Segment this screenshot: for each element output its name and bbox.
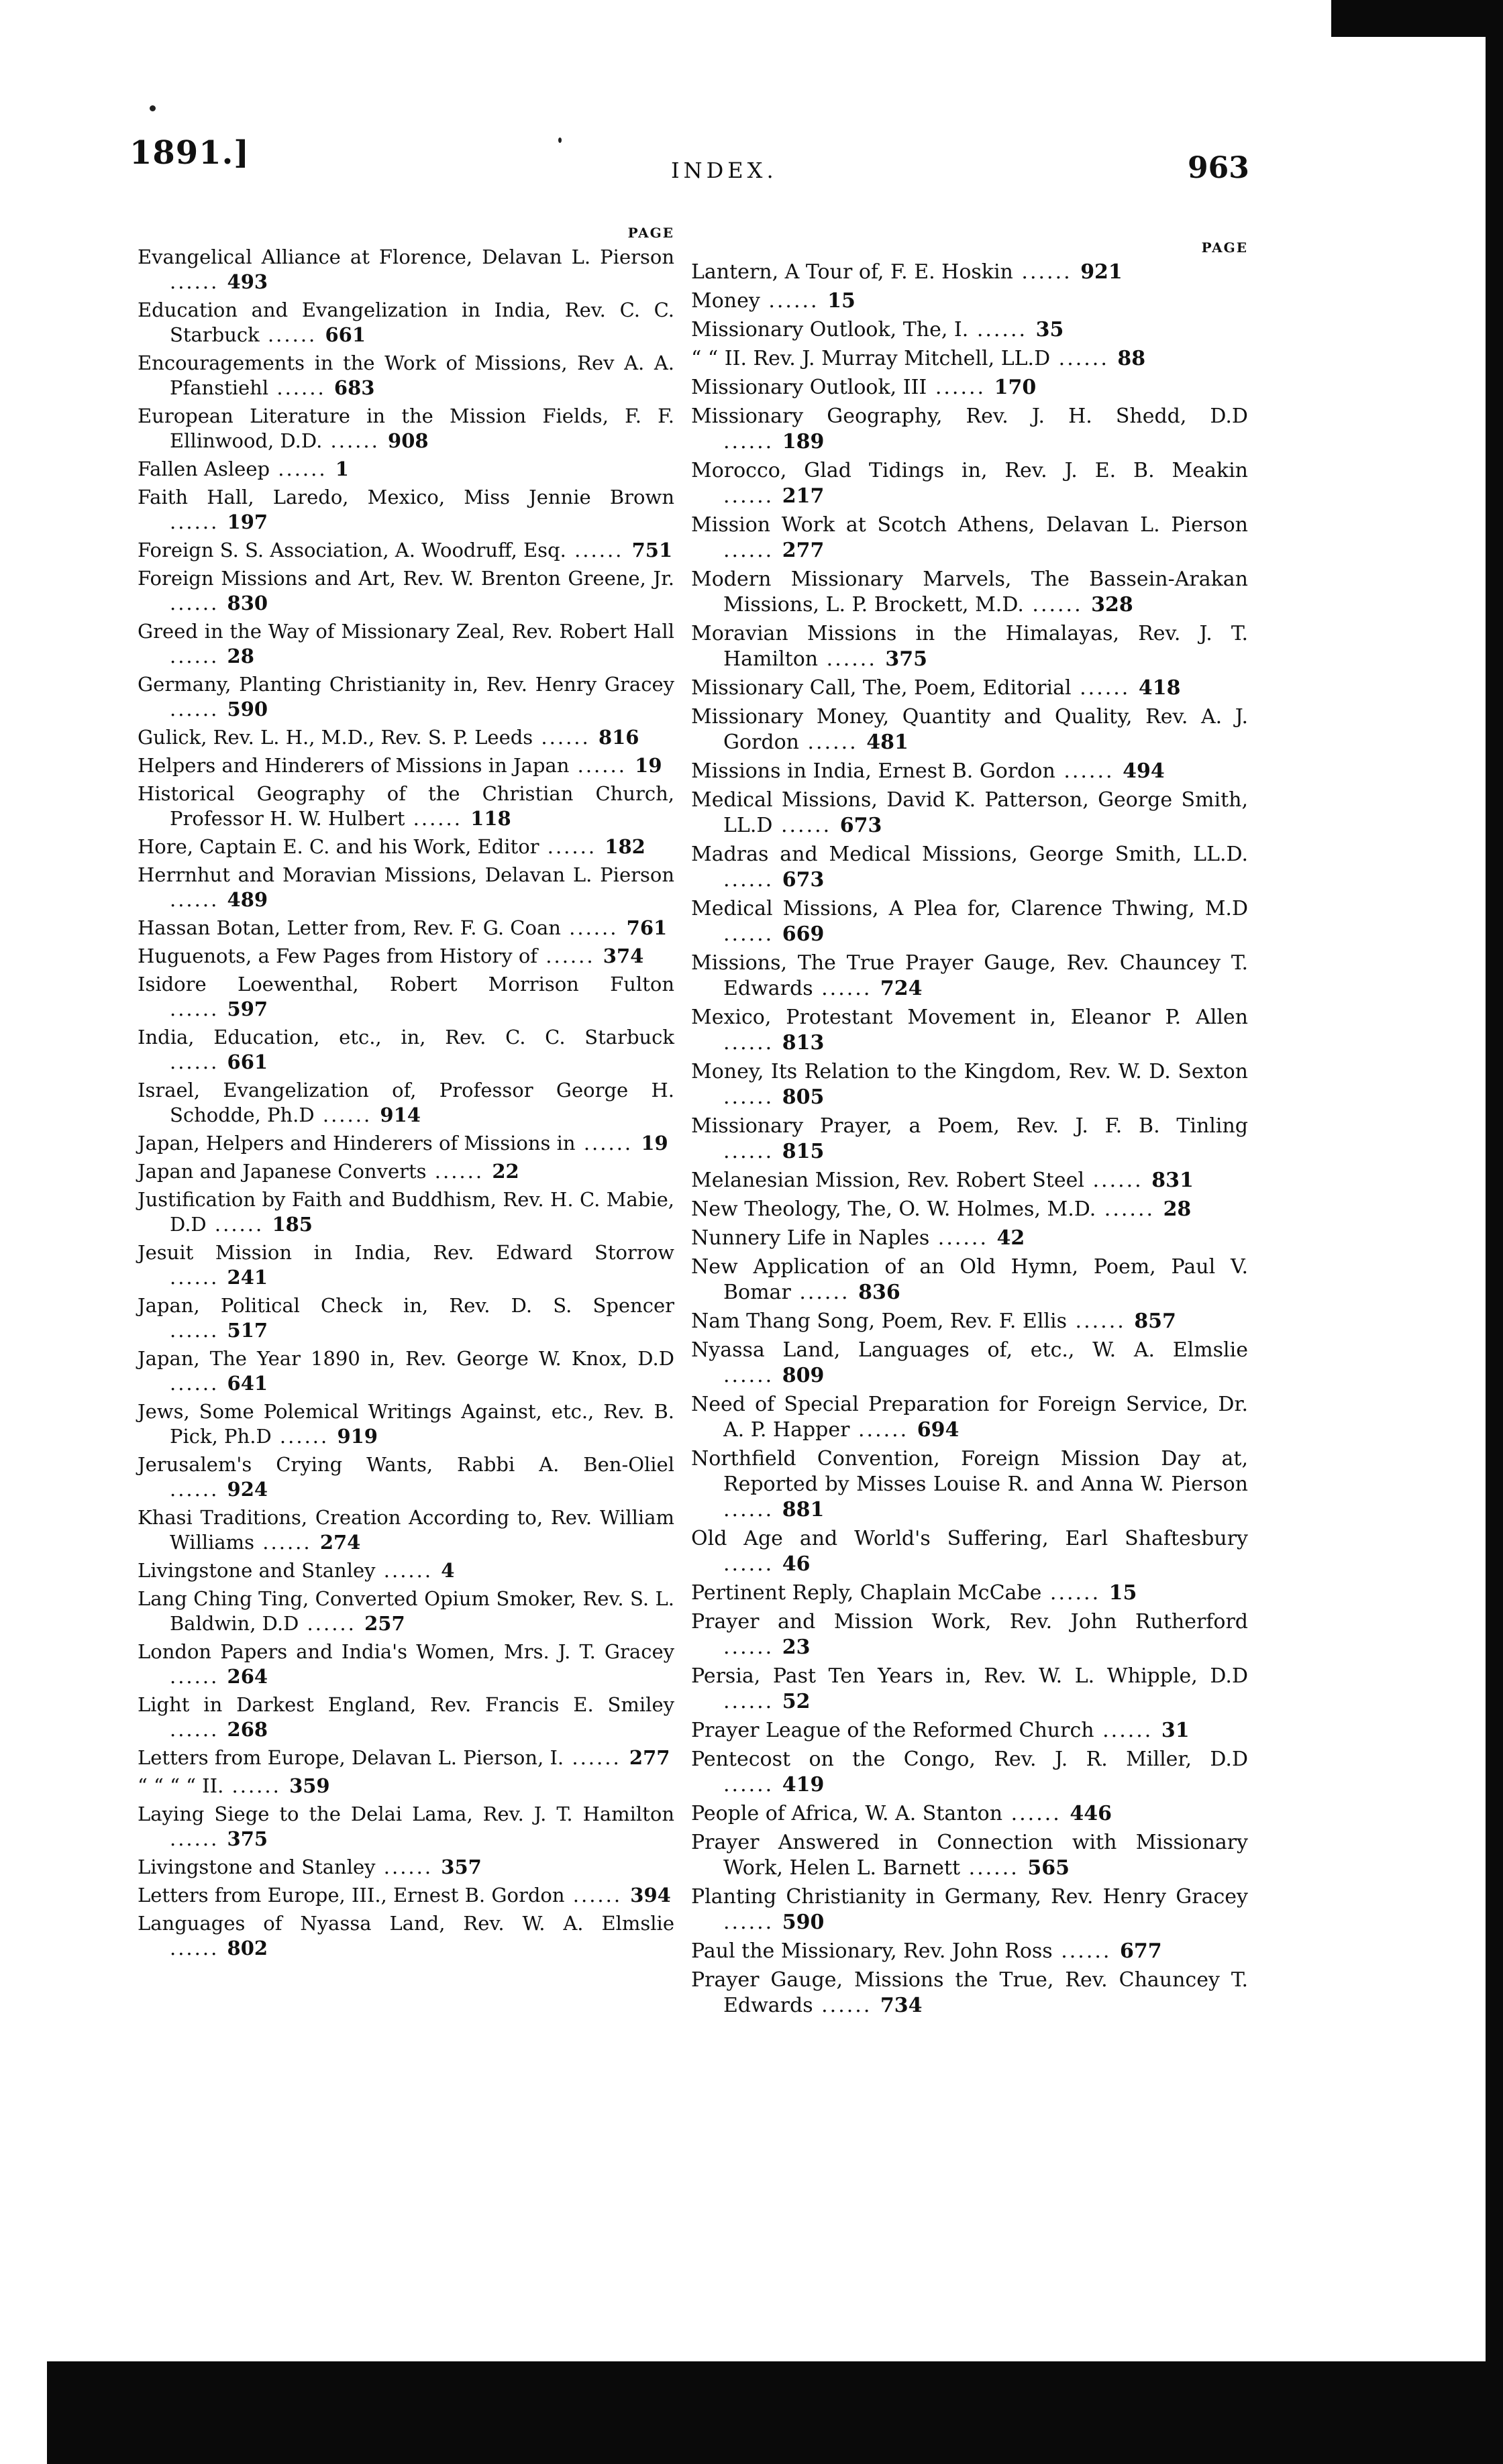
entry-title: Missionary Outlook, The, I. <box>691 318 969 341</box>
entry-page-number: ...... 419 <box>723 1773 824 1797</box>
index-entry <box>691 842 1248 893</box>
index-entry <box>691 458 1248 509</box>
header-year: 1891.] <box>129 134 250 172</box>
entry-title: Prayer Gauge, Missions the True, Rev. Chauncey T. Edwards <box>691 1968 1248 2017</box>
index-entry <box>691 317 1248 343</box>
entry-title: Jews, Some Polemical Writings Against, etc., Rev. B. Pick, Ph.D <box>138 1400 674 1448</box>
entry-page-number: ...... 374 <box>537 945 643 967</box>
entry-title: Japan, Political Check in, Rev. D. S. Spencer <box>138 1294 674 1317</box>
entry-title: Madras and Medical Missions, George Smith, LL.D. <box>691 843 1248 866</box>
index-entries-right <box>691 260 1248 2019</box>
index-entry <box>138 1131 674 1156</box>
index-entry <box>138 972 674 1022</box>
entry-title: Letters from Europe, Delavan L. Pierson, I. <box>138 1746 564 1769</box>
entry-page-number: ...... 446 <box>1002 1802 1112 1825</box>
index-entry <box>138 1746 674 1770</box>
scan-border-right <box>1486 0 1503 2464</box>
entry-title: Education and Evangelization in India, Rev. C. C. Starbuck <box>138 299 674 346</box>
index-entry <box>691 260 1248 285</box>
entry-title: Jerusalem's Crying Wants, Rabbi A. Ben-Oliel <box>138 1453 674 1476</box>
entry-page-number: ...... 189 <box>723 430 824 453</box>
index-entry <box>138 1855 674 1880</box>
entry-title: Fallen Asleep <box>138 458 270 480</box>
index-entry <box>691 1446 1248 1523</box>
index-entry <box>691 1801 1248 1827</box>
entry-page-number: ...... 88 <box>1050 347 1145 370</box>
index-entry <box>138 1159 674 1184</box>
entry-page-number: ...... 277 <box>564 1746 670 1769</box>
entry-page-number: ...... 641 <box>170 1372 268 1395</box>
index-entry <box>138 1640 674 1689</box>
entry-title: Japan, Helpers and Hinderers of Missions in <box>138 1132 576 1155</box>
entry-title: Jesuit Mission in India, Rev. Edward Storrow <box>138 1241 674 1264</box>
entry-page-number: ...... 23 <box>723 1636 811 1659</box>
index-entries-left <box>138 245 674 1961</box>
index-entry <box>691 1309 1248 1334</box>
entry-title: Gulick, Rev. L. H., M.D., Rev. S. P. Leeds <box>138 726 533 749</box>
entry-page-number: ...... 481 <box>799 731 909 754</box>
entry-title: Helpers and Hinderers of Missions in Japan <box>138 754 570 777</box>
index-entry <box>691 759 1248 784</box>
entry-title: Encouragements in the Work of Missions, Rev A. A. Pfanstiehl <box>138 352 674 399</box>
entry-title: New Theology, The, O. W. Holmes, M.D. <box>691 1197 1096 1221</box>
entry-page-number: ...... 914 <box>315 1104 421 1126</box>
index-entry <box>691 1747 1248 1798</box>
entry-page-number: ...... 257 <box>299 1612 405 1635</box>
index-entry <box>691 1197 1248 1222</box>
entry-page-number: ...... 517 <box>170 1319 268 1342</box>
index-entry <box>138 1399 674 1449</box>
index-entry <box>138 351 674 400</box>
entry-page-number: ...... 274 <box>254 1531 360 1554</box>
entry-title: Nyassa Land, Languages of, etc., W. A. Elmslie <box>691 1338 1248 1362</box>
index-entry <box>138 1883 674 1908</box>
entry-title: Israel, Evangelization of, Professor George H. Schodde, Ph.D <box>138 1079 674 1126</box>
entry-page-number: ...... 673 <box>772 814 882 837</box>
entry-page-number: ...... 277 <box>723 539 824 562</box>
entry-title: Pertinent Reply, Chaplain McCabe <box>691 1581 1042 1605</box>
entry-title: Hassan Botan, Letter from, Rev. F. G. Coan <box>138 916 561 939</box>
entry-page-number: ...... 357 <box>376 1856 482 1878</box>
entry-page-number: ...... 694 <box>849 1418 959 1442</box>
entry-title: Isidore Loewenthal, Robert Morrison Fulton <box>138 973 674 996</box>
index-entry <box>138 1774 674 1799</box>
index-entry <box>691 288 1248 314</box>
index-entry <box>691 346 1248 372</box>
entry-page-number: ...... 35 <box>968 318 1064 341</box>
entry-page-number: ...... 830 <box>170 592 268 614</box>
entry-page-number: ...... 493 <box>170 270 268 293</box>
entry-title: Hore, Captain E. C. and his Work, Editor <box>138 835 539 858</box>
index-entry <box>138 1911 674 1961</box>
entry-title: Need of Special Preparation for Foreign Service, Dr. A. P. Happer <box>691 1393 1248 1442</box>
index-entry <box>138 1187 674 1237</box>
entry-title: Missionary Prayer, a Poem, Rev. J. F. B. Tinling <box>691 1114 1248 1138</box>
entry-title: Lantern, A Tour of, F. E. Hoskin <box>691 260 1013 284</box>
entry-title: Mission Work at Scotch Athens, Delavan L. Pierson <box>691 513 1248 537</box>
index-entry <box>138 1078 674 1128</box>
index-entry <box>138 298 674 347</box>
scan-border-top <box>1331 0 1486 37</box>
entry-page-number: ...... 908 <box>322 429 428 452</box>
entry-page-number: ...... 241 <box>170 1266 268 1289</box>
entry-page-number: ...... 15 <box>1041 1581 1137 1605</box>
entry-page-number: ...... 809 <box>723 1364 824 1387</box>
index-entry <box>691 1168 1248 1193</box>
column-heading-page: PAGE <box>627 225 674 241</box>
entry-page-number: ...... 724 <box>813 977 923 1000</box>
entry-page-number: ...... 815 <box>723 1140 824 1163</box>
index-entry <box>691 1526 1248 1577</box>
entry-title: Evangelical Alliance at Florence, Delavan L. Pierson <box>138 246 674 268</box>
entry-page-number: ...... 489 <box>170 888 268 911</box>
entry-page-number: ...... 42 <box>929 1226 1025 1250</box>
entry-title: “ “ “ “ II. <box>138 1774 224 1797</box>
entry-page-number: ...... 182 <box>539 835 645 858</box>
entry-title: Missionary Geography, Rev. J. H. Shedd, D.D <box>691 405 1248 428</box>
index-entry <box>691 404 1248 455</box>
entry-page-number: ...... 669 <box>723 922 824 946</box>
entry-page-number: ...... 881 <box>723 1498 824 1521</box>
entry-title: Missions in India, Ernest B. Gordon <box>691 759 1055 783</box>
column-heading-page: PAGE <box>1201 239 1248 256</box>
entry-title: Mexico, Protestant Movement in, Eleanor P. Allen <box>691 1006 1248 1029</box>
entry-title: Lang Ching Ting, Converted Opium Smoker, Rev. S. L. Baldwin, D.D <box>138 1587 674 1635</box>
index-entry <box>138 863 674 912</box>
index-entry <box>691 1939 1248 1964</box>
entry-title: Old Age and World's Suffering, Earl Shaftesbury <box>691 1527 1248 1550</box>
index-entry <box>691 1226 1248 1251</box>
entry-page-number: ...... 919 <box>272 1425 378 1448</box>
entry-page-number: ...... 836 <box>791 1281 900 1304</box>
entry-title: Huguenots, a Few Pages from History of <box>138 945 538 967</box>
entry-page-number: ...... 677 <box>1053 1939 1162 1963</box>
index-entry <box>691 1338 1248 1389</box>
entry-page-number: ...... 217 <box>723 484 824 508</box>
entry-page-number: ...... 197 <box>170 511 268 533</box>
entry-page-number: ...... 751 <box>566 539 672 561</box>
entry-title: Moravian Missions in the Himalayas, Rev. J. T. Hamilton <box>691 622 1248 671</box>
entry-title: Nam Thang Song, Poem, Rev. F. Ellis <box>691 1309 1068 1333</box>
index-entry <box>138 1802 674 1852</box>
entry-page-number: ...... 857 <box>1067 1309 1176 1333</box>
entry-page-number: ...... 394 <box>565 1884 671 1907</box>
entry-page-number: ...... 4 <box>376 1559 455 1582</box>
index-entry <box>138 1240 674 1290</box>
index-entry <box>138 404 674 453</box>
entry-title: Languages of Nyassa Land, Rev. W. A. Elmslie <box>138 1912 674 1935</box>
index-entry <box>138 1293 674 1343</box>
entry-page-number: ...... 375 <box>170 1827 268 1850</box>
entry-page-number: ...... 661 <box>260 323 366 346</box>
entry-title: Morocco, Glad Tidings in, Rev. J. E. B. Meakin <box>691 459 1248 482</box>
index-entry <box>138 944 674 969</box>
index-entry <box>138 1346 674 1396</box>
index-entry <box>691 513 1248 564</box>
entry-title: Greed in the Way of Missionary Zeal, Rev. Robert Hall <box>138 620 674 643</box>
entry-page-number: ...... 22 <box>427 1160 519 1183</box>
index-entry <box>138 835 674 859</box>
index-entry <box>691 1114 1248 1165</box>
entry-title: Missions, The True Prayer Gauge, Rev. Chauncey T. Edwards <box>691 951 1248 1000</box>
entry-title: Historical Geography of the Christian Church, Professor H. W. Hulbert <box>138 782 674 830</box>
index-entry <box>691 621 1248 672</box>
index-entry <box>691 375 1248 400</box>
entry-page-number: ...... 805 <box>723 1085 824 1109</box>
entry-page-number: ...... 813 <box>723 1031 824 1055</box>
entry-title: New Application of an Old Hymn, Poem, Paul V. Bomar <box>691 1255 1248 1304</box>
index-entry <box>691 1884 1248 1935</box>
entry-title: Persia, Past Ten Years in, Rev. W. L. Whipple, D.D <box>691 1664 1248 1688</box>
entry-title: Money <box>691 289 760 313</box>
index-entry <box>138 1452 674 1502</box>
index-entry <box>691 704 1248 755</box>
running-header <box>0 134 1503 201</box>
index-entry <box>138 1587 674 1636</box>
entry-page-number: ...... 170 <box>927 376 1036 399</box>
entry-page-number: ...... 494 <box>1055 759 1165 783</box>
scan-border-bottom <box>47 2361 1503 2464</box>
index-entry <box>138 485 674 535</box>
entry-title: Missionary Outlook, III <box>691 376 927 399</box>
entry-page-number: ...... 1 <box>270 458 349 480</box>
index-entry <box>691 1609 1248 1660</box>
index-entry <box>691 951 1248 1002</box>
index-entry <box>138 245 674 294</box>
index-entry <box>138 1558 674 1583</box>
entry-title: Paul the Missionary, Rev. John Ross <box>691 1939 1053 1963</box>
index-entry <box>138 1505 674 1555</box>
entry-title: “ “ II. Rev. J. Murray Mitchell, LL.D <box>691 347 1051 370</box>
index-entry <box>691 1968 1248 2019</box>
entry-page-number: ...... 816 <box>533 726 639 749</box>
entry-title: Justification by Faith and Buddhism, Rev. H. C. Mabie, D.D <box>138 1188 674 1236</box>
index-entry <box>138 1693 674 1742</box>
index-entry <box>691 676 1248 701</box>
entry-title: Khasi Traditions, Creation According to, Rev. William Williams <box>138 1506 674 1554</box>
index-entry <box>691 1254 1248 1305</box>
entry-page-number: ...... 52 <box>723 1690 811 1713</box>
entry-title: Livingstone and Stanley <box>138 1559 376 1582</box>
entry-title: Medical Missions, A Plea for, Clarence Thwing, M.D <box>691 897 1248 920</box>
entry-page-number: ...... 831 <box>1084 1169 1194 1192</box>
entry-page-number: ...... 673 <box>723 868 824 892</box>
index-entry <box>138 672 674 722</box>
index-entry <box>138 1025 674 1075</box>
index-entry <box>138 782 674 831</box>
entry-page-number: ...... 661 <box>170 1051 268 1073</box>
entry-page-number: ...... 46 <box>723 1552 811 1576</box>
entry-page-number: ...... 328 <box>1024 593 1133 617</box>
entry-title: Melanesian Mission, Rev. Robert Steel <box>691 1169 1084 1192</box>
entry-title: Prayer Answered in Connection with Missionary Work, Helen L. Barnett <box>691 1831 1248 1880</box>
entry-title: Foreign Missions and Art, Rev. W. Brenton Greene, Jr. <box>138 567 674 590</box>
entry-page-number: ...... 19 <box>576 1132 668 1155</box>
entry-page-number: ...... 924 <box>170 1478 268 1501</box>
index-entry <box>138 725 674 750</box>
index-entry <box>691 1718 1248 1744</box>
entry-page-number: ...... 28 <box>170 645 254 667</box>
entry-page-number: ...... 185 <box>207 1213 313 1236</box>
entry-title: Nunnery Life in Naples <box>691 1226 930 1250</box>
entry-title: Money, Its Relation to the Kingdom, Rev. W. D. Sexton <box>691 1060 1248 1083</box>
entry-title: Prayer and Mission Work, Rev. John Rutherford <box>691 1610 1248 1633</box>
entry-page-number: ...... 734 <box>813 1994 923 2017</box>
entry-page-number: ...... 28 <box>1096 1197 1191 1221</box>
entry-title: Letters from Europe, III., Ernest B. Gordon <box>138 1884 565 1907</box>
entry-page-number: ...... 268 <box>170 1718 268 1741</box>
entry-page-number: ...... 418 <box>1072 676 1181 700</box>
page-number: 963 <box>1188 151 1249 185</box>
entry-title: Germany, Planting Christianity in, Rev. Henry Gracey <box>138 673 674 696</box>
entry-page-number: ...... 590 <box>170 698 268 720</box>
entry-page-number: ...... 264 <box>170 1665 268 1688</box>
entry-title: Northfield Convention, Foreign Mission Day at, Reported by Misses Louise R. and Anna W. Pierson <box>691 1447 1248 1496</box>
entry-title: India, Education, etc., in, Rev. C. C. Starbuck <box>138 1026 674 1049</box>
entry-title: Medical Missions, David K. Patterson, George Smith, LL.D <box>691 788 1248 837</box>
entry-title: Faith Hall, Laredo, Mexico, Miss Jennie Brown <box>138 486 674 508</box>
entry-title: Prayer League of the Reformed Church <box>691 1719 1094 1742</box>
index-entry <box>138 457 674 482</box>
index-entry <box>691 1830 1248 1881</box>
entry-page-number: ...... 761 <box>561 916 667 939</box>
entry-page-number: ...... 597 <box>170 998 268 1020</box>
index-entry <box>138 619 674 669</box>
entry-title: European Literature in the Mission Fields, F. F. Ellinwood, D.D. <box>138 405 674 452</box>
index-entry <box>691 1005 1248 1056</box>
entry-page-number: ...... 118 <box>405 807 511 830</box>
entry-title: Japan, The Year 1890 in, Rev. George W. Knox, D.D <box>138 1347 674 1370</box>
entry-page-number: ...... 19 <box>569 754 662 777</box>
entry-page-number: ...... 359 <box>223 1774 329 1797</box>
index-column-left <box>138 225 674 1964</box>
entry-title: Laying Siege to the Delai Lama, Rev. J. T. Hamilton <box>138 1803 674 1825</box>
index-column-right <box>691 225 1248 2022</box>
entry-title: Planting Christianity in Germany, Rev. Henry Gracey <box>691 1885 1248 1909</box>
entry-page-number: ...... 590 <box>723 1911 824 1934</box>
entry-page-number: ...... 802 <box>170 1937 268 1960</box>
index-entry <box>691 896 1248 947</box>
index-entry <box>691 1581 1248 1606</box>
entry-page-number: ...... 683 <box>268 376 374 399</box>
index-entry <box>691 567 1248 618</box>
entry-title: Modern Missionary Marvels, The Bassein-Arakan Missions, L. P. Brockett, M.D. <box>691 568 1248 617</box>
entry-page-number: ...... 565 <box>960 1856 1070 1880</box>
index-entry <box>138 538 674 563</box>
entry-page-number: ...... 31 <box>1094 1719 1190 1742</box>
index-entry <box>138 753 674 778</box>
entry-title: Herrnhut and Moravian Missions, Delavan L. Pierson <box>138 863 674 886</box>
entry-page-number: ...... 921 <box>1013 260 1123 284</box>
scan-speck <box>150 105 156 111</box>
entry-page-number: ...... 375 <box>818 647 927 671</box>
header-title: INDEX. <box>671 158 778 183</box>
index-entry <box>691 1664 1248 1715</box>
entry-title: Missionary Call, The, Poem, Editorial <box>691 676 1072 700</box>
entry-title: Pentecost on the Congo, Rev. J. R. Miller, D.D <box>691 1748 1248 1771</box>
entry-title: London Papers and India's Women, Mrs. J. T. Gracey <box>138 1640 674 1663</box>
entry-title: Livingstone and Stanley <box>138 1856 376 1878</box>
entry-title: People of Africa, W. A. Stanton <box>691 1802 1003 1825</box>
index-entry <box>691 1392 1248 1443</box>
entry-title: Light in Darkest England, Rev. Francis E. Smiley <box>138 1693 674 1716</box>
entry-title: Missionary Money, Quantity and Quality, Rev. A. J. Gordon <box>691 705 1248 754</box>
index-entry <box>138 916 674 941</box>
index-entry <box>138 566 674 616</box>
entry-title: Japan and Japanese Converts <box>138 1160 427 1183</box>
entry-title: Foreign S. S. Association, A. Woodruff, Esq. <box>138 539 566 561</box>
index-entry <box>691 1059 1248 1110</box>
index-entry <box>691 788 1248 839</box>
entry-page-number: ...... 15 <box>760 289 856 313</box>
